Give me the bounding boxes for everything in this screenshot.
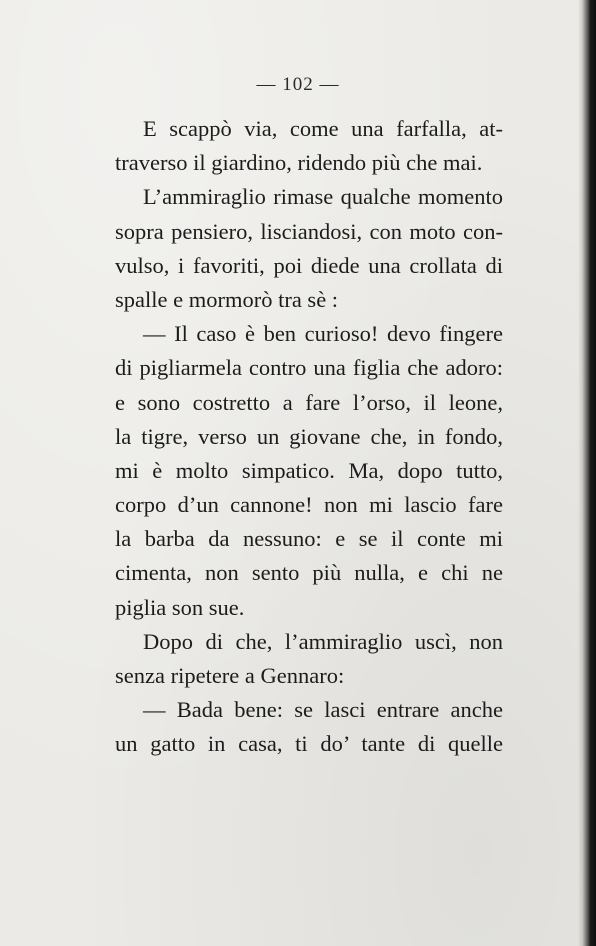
text-line: piglia son sue. (115, 594, 245, 620)
text-line: corpo d’un cannone! non mi lascio fare (115, 492, 503, 518)
text-line: la barba da nessuno: e se il conte mi (115, 526, 503, 552)
text-line: vulso, i favoriti, poi diede una crollata di (115, 252, 503, 278)
text-line: un gatto in casa, ti do’ tante di quelle (115, 731, 503, 757)
text-line: e sono costretto a fare l’orso, il leone, (115, 389, 503, 415)
page-number: — 102 — (256, 74, 340, 95)
text-line: di pigliarmela contro una figlia che adoro: (115, 355, 503, 381)
text-line: Dopo di che, l’ammiraglio uscì, non (143, 628, 503, 654)
binding-edge (582, 0, 596, 946)
body-text (115, 112, 503, 762)
text-line: mi è molto simpatico. Ma, dopo tutto, (115, 457, 503, 483)
text-line: L’ammiraglio rimase qualche momento (143, 184, 503, 210)
text-line: la tigre, verso un giovane che, in fondo, (115, 423, 503, 449)
text-line: spalle e mormorò tra sè : (115, 286, 339, 312)
text-line: cimenta, non sento più nulla, e chi ne (115, 560, 503, 586)
text-line: — Bada bene: se lasci entrare anche (143, 697, 503, 723)
text-line: E scappò via, come una farfalla, at- (143, 116, 503, 141)
text-line: senza ripetere a Gennaro: (115, 663, 345, 688)
text-line: — Il caso è ben curioso! devo fingere (143, 321, 503, 347)
text-line: sopra pensiero, lisciandosi, con moto con- (115, 218, 503, 244)
text-line: traverso il giardino, ridendo più che mai. (115, 150, 483, 176)
